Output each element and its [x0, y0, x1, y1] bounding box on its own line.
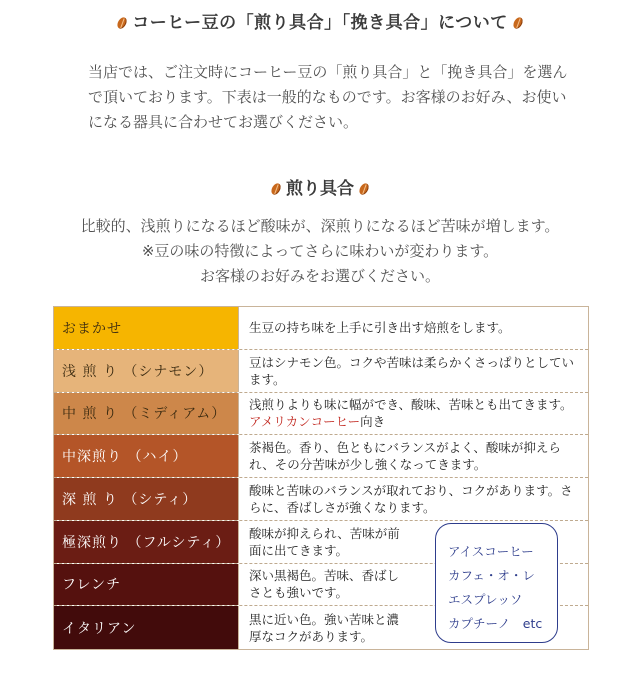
roast-text: 生豆の持ち味を上手に引き出す焙煎をします。: [249, 320, 511, 336]
roast-text-cell: [239, 393, 588, 435]
roast-text: 深い黒褐色。苦味、香ばしさとも強いです。: [249, 568, 400, 601]
roast-description-line: お客様のお好みをお選びください。: [199, 267, 440, 285]
recommend-item: カプチーノ etc: [448, 616, 543, 631]
roast-row-high: [54, 435, 588, 478]
roast-description-line: ※豆の味の特徴によってさらに味わいが変わります。: [141, 242, 499, 260]
american-coffee-suffix: 向き: [360, 414, 386, 430]
roast-section-title-text: 煎り具合: [286, 179, 354, 199]
roast-text: 豆はシナモン色。コクや苦味は柔らかくさっぱりとしています。: [249, 354, 575, 387]
roast-label: 浅 煎 り （シナモン）: [54, 350, 239, 392]
roast-description: [0, 214, 640, 289]
roast-text: 浅煎りよりも味に幅ができ、酸味、苦味とも出てきます。: [249, 397, 573, 413]
recommend-item: エスプレッソ: [448, 592, 523, 607]
american-coffee-note: アメリカンコーヒー: [249, 414, 361, 430]
roast-row-cinnamon: [54, 350, 588, 393]
roast-text: 黒に近い色。強い苦味と濃厚なコクがあります。: [249, 611, 400, 644]
recommend-item: カフェ・オ・レ: [448, 568, 535, 583]
roast-row-city: [54, 478, 588, 521]
coffee-bean-icon: [358, 182, 371, 196]
roast-text: 茶褐色。香り、色ともにバランスがよく、酸味が抑えられ、その分苦味が少し強くなってきます。: [249, 440, 561, 473]
roast-label: 深 煎 り （シティ）: [54, 478, 239, 520]
roast-row-omakase: [54, 307, 588, 350]
page-title: [0, 8, 640, 33]
roast-row-medium: [54, 393, 588, 436]
roast-label: 中 煎 り （ミディアム）: [54, 393, 239, 435]
roast-section-title: [0, 174, 640, 199]
roast-text: 酸味と苦味のバランスが取れており、コクがあります。さらに、香ばしさが強くなります。: [249, 482, 573, 515]
roast-label: 中深煎り （ハイ）: [54, 435, 239, 477]
roast-label: 極深煎り （フルシティ）: [54, 521, 239, 563]
coffee-bean-icon: [270, 182, 283, 196]
recommend-item: アイスコーヒー: [448, 544, 534, 559]
recommend-box: [435, 523, 558, 643]
roast-text: 酸味が抑えられ、苦味が前面に出てきます。: [249, 525, 400, 558]
roast-label: おまかせ: [54, 307, 239, 349]
coffee-bean-icon: [116, 16, 129, 30]
page-title-text: コーヒー豆の「煎り具合」「挽き具合」について: [132, 13, 508, 33]
coffee-bean-icon: [511, 16, 524, 30]
roast-description-line: 比較的、浅煎りになるほど酸味が、深煎りになるほど苦味が増します。: [80, 217, 560, 235]
roast-label: フレンチ: [54, 564, 239, 606]
roast-label: イタリアン: [54, 606, 239, 649]
intro-text: 当店では、ご注文時にコーヒー豆の「煎り具合」と「挽き具合」を選んで頂いております。下表は一般的なものです。お客様のお好み、お使いになる器具に合わせてお選びください。: [88, 63, 568, 131]
